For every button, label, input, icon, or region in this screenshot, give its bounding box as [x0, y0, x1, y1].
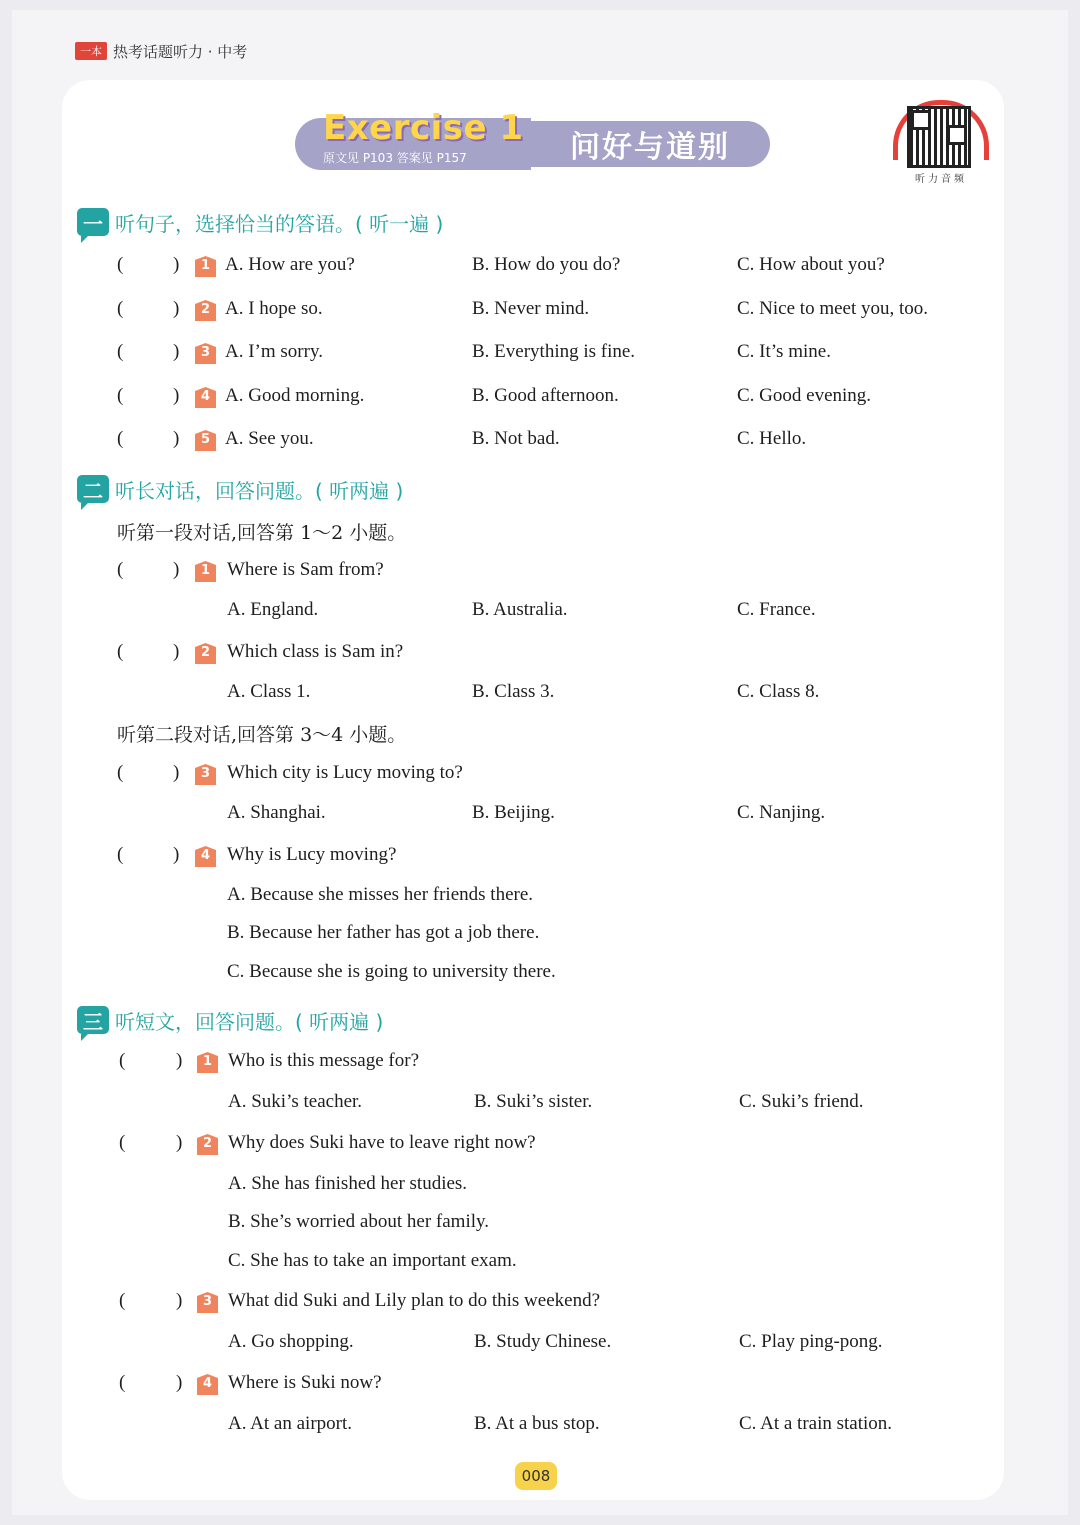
section-number: 一 — [77, 208, 109, 236]
option-b: B. At a bus stop. — [474, 1413, 600, 1434]
question-row — [0, 641, 1080, 669]
option-c: C. Suki’s friend. — [739, 1091, 864, 1112]
question-text: Why does Suki have to leave right now? — [228, 1132, 536, 1153]
option-a: A. Shanghai. — [227, 802, 326, 823]
question-number-badge: 1 — [195, 256, 216, 277]
option-b: B. Australia. — [472, 599, 568, 620]
question-number-badge: 4 — [195, 846, 216, 867]
answer-blank-right: ) — [176, 1050, 183, 1071]
section-title: 听短文，回答问题。( 听两遍 ) — [115, 1009, 384, 1034]
audio-qr[interactable] — [893, 100, 989, 184]
question-text: Why is Lucy moving? — [227, 844, 397, 865]
answer-blank-left: ( — [117, 762, 124, 783]
question-number-badge: 2 — [195, 300, 216, 321]
answer-blank-right: ) — [173, 341, 180, 362]
answer-blank-right: ) — [176, 1372, 183, 1393]
option-c: C. Because she is going to university there. — [227, 961, 556, 982]
option-c: C. Good evening. — [737, 385, 872, 406]
options-row — [0, 1250, 1080, 1278]
option-a: A. I hope so. — [225, 298, 323, 319]
question-row — [0, 1372, 1080, 1400]
options-row — [0, 1413, 1080, 1441]
qr-code-icon[interactable] — [907, 106, 971, 168]
answer-blank-left: ( — [117, 428, 124, 449]
option-c: C. How about you? — [737, 254, 885, 275]
option-b: B. Good afternoon. — [472, 385, 619, 406]
question-row — [0, 559, 1080, 587]
question-row — [0, 1050, 1080, 1078]
option-c: C. Nice to meet you, too. — [737, 298, 929, 319]
answer-blank-right: ) — [173, 298, 180, 319]
answer-blank-left: ( — [117, 385, 124, 406]
question-number-badge: 3 — [195, 343, 216, 364]
question-text: Who is this message for? — [228, 1050, 420, 1071]
option-b: B. Not bad. — [472, 428, 560, 449]
question-row — [0, 762, 1080, 790]
answer-blank-right: ) — [176, 1290, 183, 1311]
exercise-title: Exercise 1 — [323, 108, 524, 148]
question-text: Which city is Lucy moving to? — [227, 762, 463, 783]
answer-blank-left: ( — [117, 844, 124, 865]
option-a: A. At an airport. — [228, 1413, 353, 1434]
question-number-badge: 4 — [195, 387, 216, 408]
option-b: B. Class 3. — [472, 681, 555, 702]
option-a: A. Because she misses her friends there. — [227, 884, 534, 905]
answer-blank-left: ( — [119, 1372, 126, 1393]
question-row — [0, 298, 1080, 326]
option-a: A. Good morning. — [225, 385, 365, 406]
worksheet-card — [62, 80, 1004, 1500]
answer-blank-right: ) — [173, 559, 180, 580]
options-row — [0, 1091, 1080, 1119]
question-text: Where is Suki now? — [228, 1372, 382, 1393]
question-number-badge: 3 — [195, 764, 216, 785]
answer-blank-left: ( — [117, 254, 124, 275]
topic-title: 问好与道别 — [530, 121, 770, 167]
question-number-badge: 1 — [197, 1052, 218, 1073]
option-a: A. I’m sorry. — [225, 341, 323, 362]
question-row — [0, 1132, 1080, 1160]
option-b: B. Everything is fine. — [472, 341, 636, 362]
option-b: B. Suki’s sister. — [474, 1091, 593, 1112]
option-c: C. It’s mine. — [737, 341, 831, 362]
answer-blank-right: ) — [173, 254, 180, 275]
option-a: A. See you. — [225, 428, 314, 449]
section-number: 二 — [77, 475, 109, 503]
option-b: B. She’s worried about her family. — [228, 1211, 490, 1232]
options-row — [0, 884, 1080, 912]
question-row — [0, 844, 1080, 872]
option-c: C. Play ping-pong. — [739, 1331, 883, 1352]
running-title: 热考话题听力 · 中考 — [113, 42, 248, 61]
question-number-badge: 2 — [195, 643, 216, 664]
exercise-banner — [295, 108, 531, 170]
dialogue-1-instruction: 听第一段对话,回答第 1～2 小题。 — [117, 522, 407, 544]
option-c: C. At a train station. — [739, 1413, 893, 1434]
answer-blank-right: ) — [173, 641, 180, 662]
question-text: Where is Sam from? — [227, 559, 384, 580]
answer-blank-left: ( — [117, 298, 124, 319]
answer-blank-right: ) — [173, 385, 180, 406]
question-text: Which class is Sam in? — [227, 641, 404, 662]
page-number: 008 — [515, 1462, 557, 1490]
options-row — [0, 802, 1080, 830]
option-b: B. How do you do? — [472, 254, 621, 275]
answer-blank-left: ( — [119, 1132, 126, 1153]
answer-blank-right: ) — [173, 844, 180, 865]
section-3-header — [77, 1004, 383, 1036]
section-number: 三 — [77, 1006, 109, 1034]
question-row — [0, 254, 1080, 282]
option-b: B. Never mind. — [472, 298, 590, 319]
option-a: A. England. — [227, 599, 319, 620]
section-title: 听长对话，回答问题。( 听两遍 ) — [115, 478, 404, 503]
section-2-header — [77, 473, 403, 505]
option-a: A. How are you? — [225, 254, 355, 275]
option-c: C. She has to take an important exam. — [228, 1250, 517, 1271]
section-title: 听句子，选择恰当的答语。( 听一遍 ) — [115, 211, 444, 236]
question-row — [0, 385, 1080, 413]
answer-blank-left: ( — [119, 1290, 126, 1311]
exercise-reference: 原文见 P103 答案见 P157 — [323, 151, 467, 165]
question-number-badge: 4 — [197, 1374, 218, 1395]
answer-blank-left: ( — [119, 1050, 126, 1071]
question-number-badge: 5 — [195, 430, 216, 451]
options-row — [0, 1173, 1080, 1201]
option-b: B. Beijing. — [472, 802, 555, 823]
question-row — [0, 1290, 1080, 1318]
section-1-header — [77, 206, 443, 238]
option-a: A. Go shopping. — [228, 1331, 354, 1352]
option-c: C. Class 8. — [737, 681, 820, 702]
question-text: What did Suki and Lily plan to do this weekend? — [228, 1290, 601, 1311]
brand-logo: 一本 — [75, 42, 107, 60]
option-b: B. Because her father has got a job there. — [227, 922, 540, 943]
option-c: C. Hello. — [737, 428, 807, 449]
option-c: C. France. — [737, 599, 816, 620]
question-row — [0, 341, 1080, 369]
answer-blank-left: ( — [117, 559, 124, 580]
options-row — [0, 1211, 1080, 1239]
option-a: A. She has finished her studies. — [228, 1173, 468, 1194]
question-number-badge: 3 — [197, 1292, 218, 1313]
answer-blank-right: ) — [176, 1132, 183, 1153]
answer-blank-right: ) — [173, 428, 180, 449]
answer-blank-left: ( — [117, 641, 124, 662]
question-row — [0, 428, 1080, 456]
options-row — [0, 681, 1080, 709]
option-c: C. Nanjing. — [737, 802, 826, 823]
options-row — [0, 922, 1080, 950]
qr-label: 听力音频 — [915, 174, 967, 185]
options-row — [0, 599, 1080, 627]
dialogue-2-instruction: 听第二段对话,回答第 3～4 小题。 — [117, 724, 407, 746]
answer-blank-left: ( — [117, 341, 124, 362]
question-number-badge: 2 — [197, 1134, 218, 1155]
option-a: A. Suki’s teacher. — [228, 1091, 363, 1112]
option-b: B. Study Chinese. — [474, 1331, 612, 1352]
options-row — [0, 1331, 1080, 1359]
answer-blank-right: ) — [173, 762, 180, 783]
running-header — [75, 40, 247, 62]
option-a: A. Class 1. — [227, 681, 311, 702]
options-row — [0, 961, 1080, 989]
question-number-badge: 1 — [195, 561, 216, 582]
